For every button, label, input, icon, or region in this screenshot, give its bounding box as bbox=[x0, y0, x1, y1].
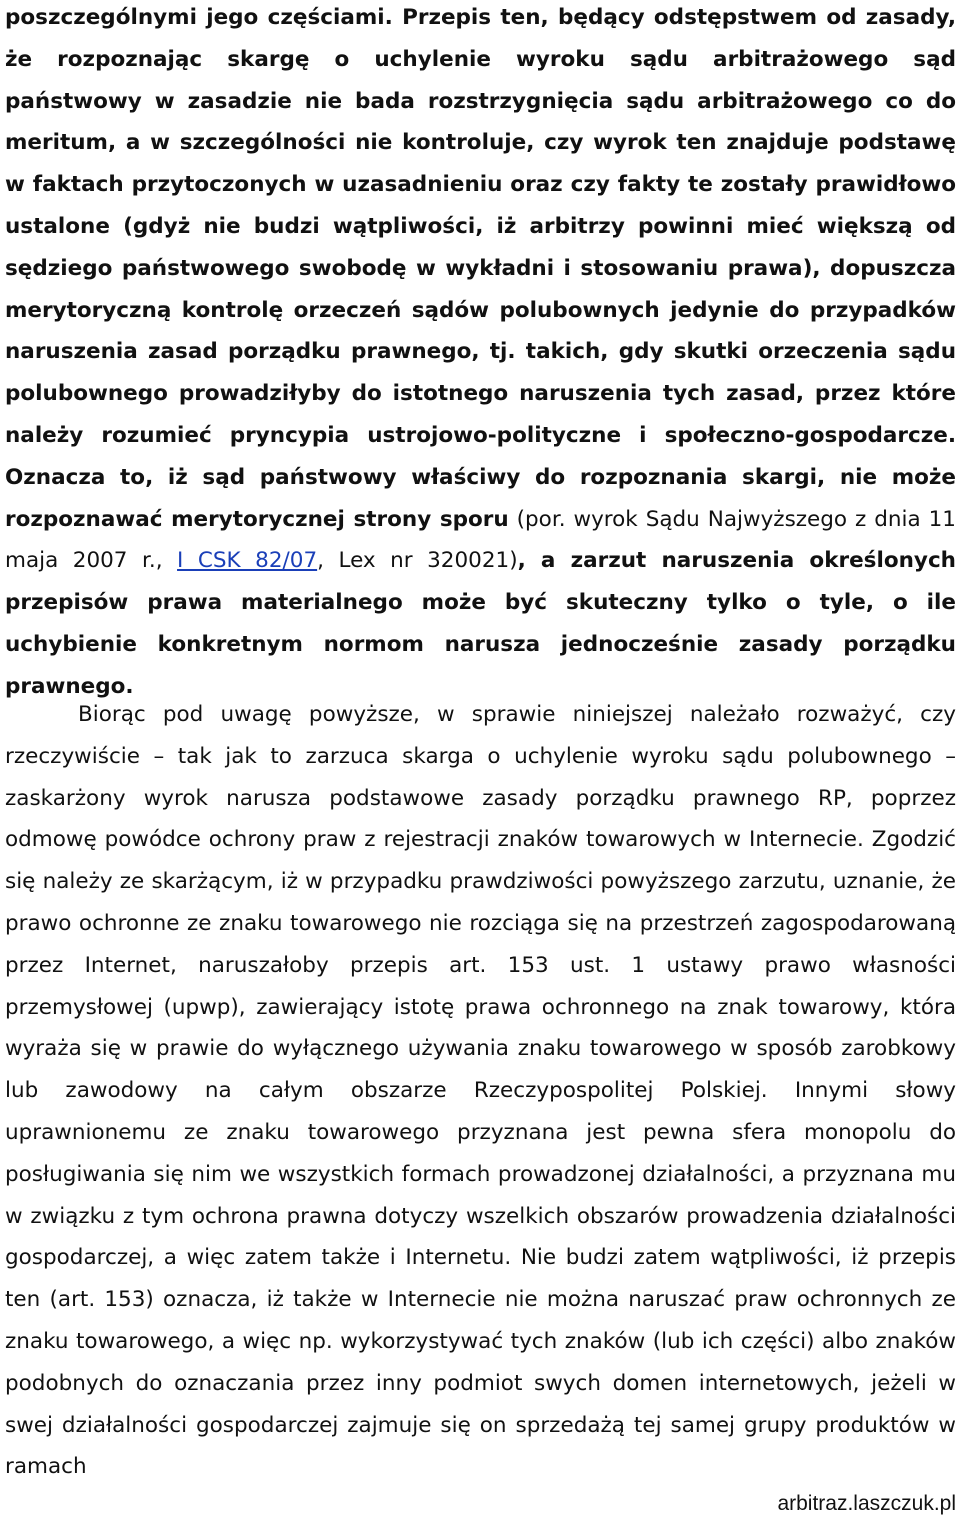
paragraph-trademark-analysis: Biorąc pod uwagę powyższe, w sprawie niniejszej należało rozważyć, czy rzeczywiście – tak jak to zarzuca skarga o uchylenie wyroku sądu polubownego – zaskarżony wyrok narusza podstawowe zasady porządku prawnego RP, poprzez odmowę powódce ochrony praw z rejestracji znaków towarowych w Internecie. Zgodzić się należy ze skarżącym, iż w przypadku prawdziwości powyższego zarzutu, uznanie, że prawo ochronne ze znaku towarowego nie rozciąga się na przestrzeń zagospodarowaną przez Internet, naruszałoby przepis art. 153 ust. 1 ustawy prawo własności przemysłowej (upwp), zawierający istotę prawa ochronnego na znak towarowy, która wyraża się w prawie do wyłącznego używania znaku towarowego w sposób zarobkowy lub zawodowy na całym obszarze Rzeczypospolitej Polskiej. Innymi słowy uprawnionemu ze znaku towarowego przyznana jest pewna sfera monopolu do posługiwania się nim we wszystkich formach prowadzonej działalności, a przyznana mu w związku z tym ochrona prawna dotyczy wszelkich obszarów prowadzenia działalności gospodarczej, a więc zatem także i Internetu. Nie budzi zatem wątpliwości, iż przepis ten (art. 153) oznacza, iż także w Internecie nie można naruszać praw ochronnych ze znaku towarowego, a więc np. wykorzystywać tych znaków (lub ich części) albo znaków podobnych do oznaczania przez inny podmiot swych domen internetowych, jeżeli w swej działalności gospodarczej zajmuje się on sprzedażą tej samej grupy produktów w ramach bbox=[5, 702, 956, 1480]
citation-close: , Lex nr 320021) bbox=[317, 548, 518, 574]
footer-site-url: arbitraz.laszczuk.pl bbox=[777, 1492, 956, 1515]
citation-open: (por. wyrok Sądu Najwyższego z dnia 11 maja 2007 r. bbox=[5, 506, 956, 574]
citation-comma: , bbox=[155, 548, 178, 574]
paragraph-bold-lead: poszczególnymi jego częściami. Przepis ten, będący odstępstwem od zasady, że rozpoznając skargę o uchylenie wyroku sądu arbitrażowego sąd państwowy w zasadzie nie bada rozstrzygnięcia sądu arbitrażowego co do meritum, a w szczególności nie kontroluje, czy wyrok ten znajduje podstawę w faktach przytoczonych w uzasadnieniu oraz czy fakty te zostały prawidłowo ustalone (gdyż nie budzi wątpliwości, iż arbitrzy powinni mieć większą od sędziego państwowego swobodę w wykładni i stosowaniu prawa), dopuszcza merytoryczną kontrolę orzeczeń sądów polubownych jedynie do przypadków naruszenia zasad porządku prawnego, tj. takich, gdy skutki orzeczenia sądu polubownego prowadziłyby do istotnego naruszenia tych zasad, przez które należy rozumieć pryncypia ustrojowo-polityczne i społeczno-gospodarcze. Oznacza to, iż sąd państwowy właściwy do rozpoznania skargi, nie może rozpoznawać merytorycznej strony sporu bbox=[5, 5, 956, 532]
case-reference-link[interactable]: I CSK 82/07 bbox=[177, 548, 318, 574]
paragraph-legal-reasoning bbox=[5, 0, 956, 708]
paragraph-bold-tail: , a zarzut naruszenia określonych przepisów prawa materialnego może być skuteczny tylko o tyle, o ile uchybienie konkretnym normom narusza jednocześnie zasady porządku prawnego. bbox=[5, 548, 956, 699]
